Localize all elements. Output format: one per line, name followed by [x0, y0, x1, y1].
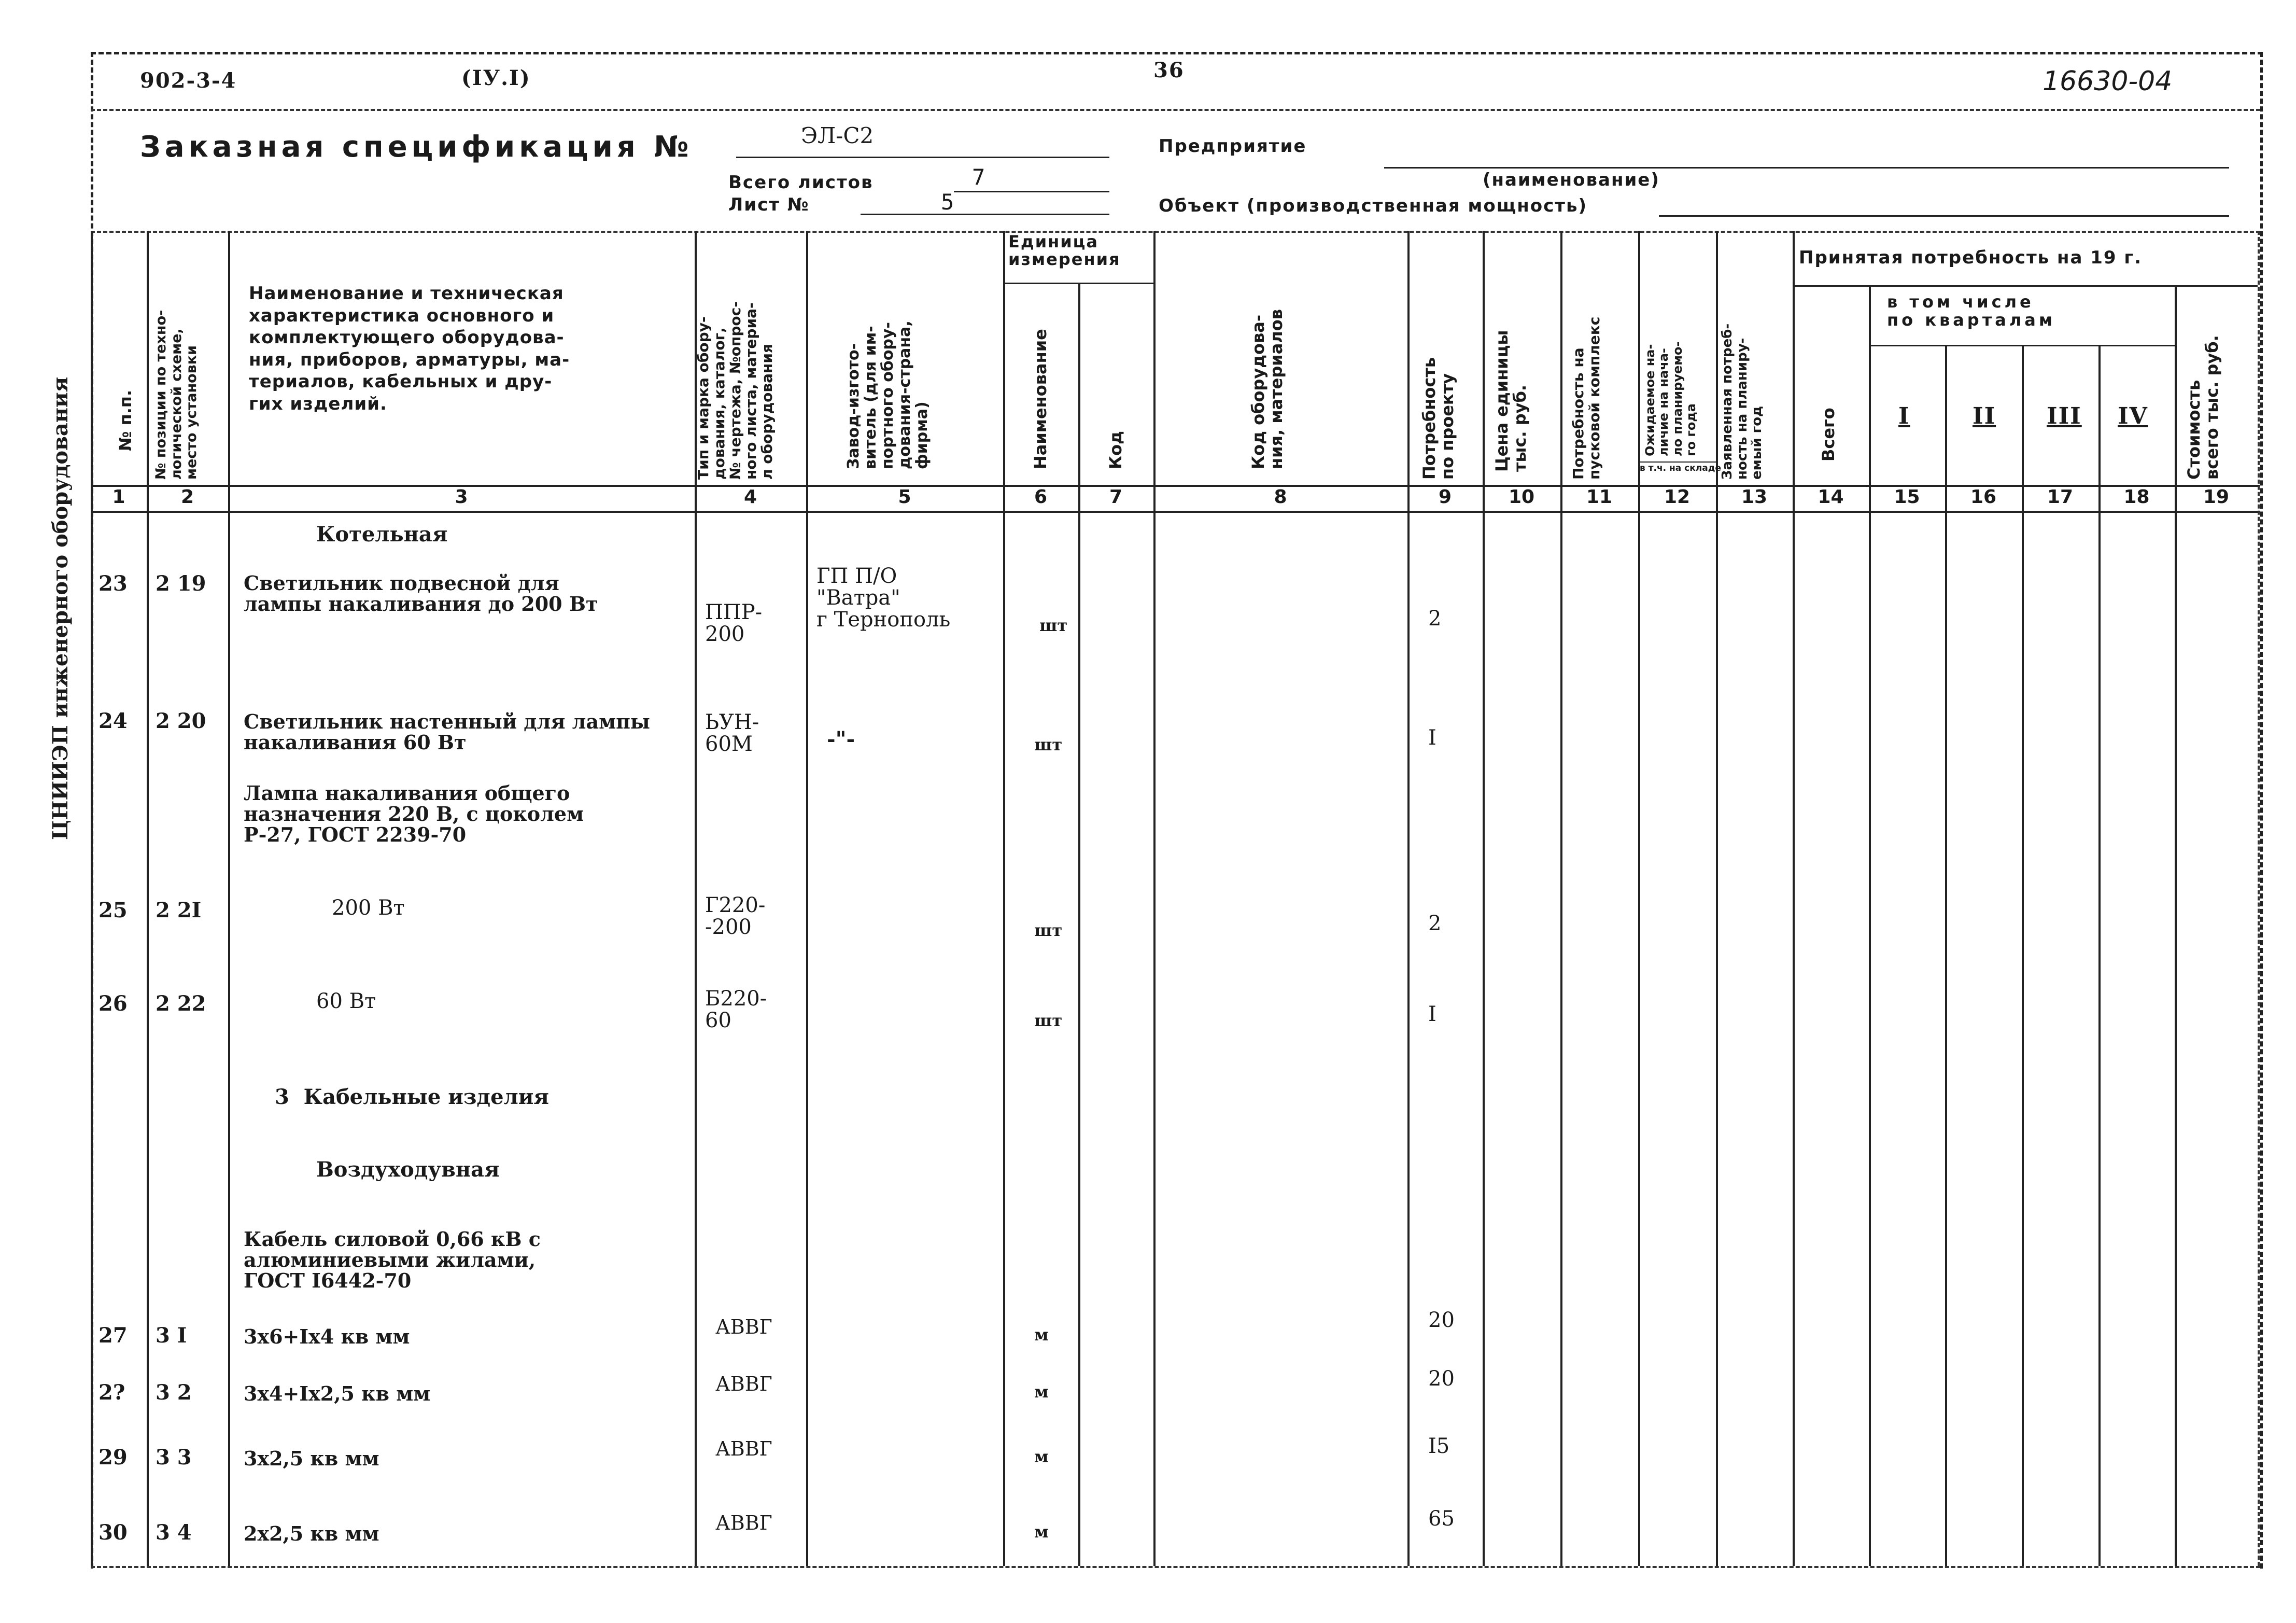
- col-number: 15: [1894, 486, 1920, 508]
- row-number: 27: [98, 1323, 128, 1348]
- row-qty: I: [1428, 1002, 1436, 1026]
- col-rule: [1407, 231, 1410, 1566]
- col-number: 5: [898, 486, 911, 508]
- row-name: 3х6+Iх4 кв мм: [244, 1325, 410, 1348]
- col-rule: [1793, 231, 1795, 1566]
- col-number: 12: [1664, 486, 1691, 508]
- row-name: 2х2,5 кв мм: [244, 1522, 379, 1545]
- row-qty: I5: [1428, 1434, 1450, 1458]
- side-organization-label: ЦНИИЭП инженерного оборудования: [48, 376, 73, 840]
- row-type: Б220- 60: [705, 987, 767, 1032]
- rule: [91, 511, 2260, 513]
- document-number: 16630-04: [2043, 66, 2173, 97]
- row-maker: -"-: [827, 727, 855, 751]
- row-name: Светильник настенный для лампы накаливания 60 Вт: [244, 710, 650, 754]
- rule: [1869, 345, 2175, 346]
- col-number: 7: [1109, 486, 1123, 508]
- header-total: Всего: [1819, 408, 1838, 461]
- row-position: 2 22: [156, 991, 206, 1016]
- row-unit: м: [1034, 1447, 1049, 1466]
- col-rule: [228, 231, 230, 1566]
- col-number: 16: [1970, 486, 1997, 508]
- row-number: 24: [98, 709, 128, 733]
- sheet-number: 5: [941, 189, 954, 215]
- row-type: Г220- -200: [705, 893, 766, 939]
- col-rule: [1153, 231, 1156, 1566]
- col-rule: [1869, 285, 1871, 1566]
- row-type: ППР- 200: [705, 600, 763, 646]
- section-heading: 3 Кабельные изделия: [275, 1085, 549, 1109]
- row-name: 200 Вт: [332, 896, 405, 920]
- col-rule: [1003, 231, 1005, 1566]
- section-heading: Котельная: [316, 522, 448, 547]
- enterprise-label: Предприятие: [1159, 136, 1307, 157]
- row-unit: шт: [1034, 1011, 1063, 1030]
- row-unit: шт: [1034, 920, 1063, 940]
- row-unit: шт: [1034, 735, 1063, 754]
- header-unit-price: Цена единицы тыс. руб.: [1492, 330, 1530, 472]
- col-number: 14: [1818, 486, 1844, 508]
- header-position: № позиции по техно- логической схеме, место установки: [153, 310, 200, 480]
- col-number: 6: [1034, 486, 1048, 508]
- enterprise-name-caption: (наименование): [1483, 170, 1660, 190]
- col-number: 4: [743, 486, 757, 508]
- row-type: АВВГ: [715, 1316, 772, 1338]
- row-unit: м: [1034, 1325, 1049, 1345]
- group-description: Лампа накаливания общего назначения 220 В, с цоколем Р-27, ГОСТ 2239-70: [244, 781, 584, 846]
- header-maker: Завод-изгото- витель (для им- портного обору- дования-страна, фирма): [844, 320, 931, 469]
- sheet-label: Лист №: [728, 194, 810, 215]
- col-rule: [147, 231, 149, 1566]
- rule: [1384, 167, 2229, 169]
- header-startup-need: Потребность на пусковой комплекс: [1570, 316, 1603, 480]
- row-qty: 20: [1428, 1308, 1455, 1332]
- row-maker: ГП П/О "Ватра" г Тернополь: [816, 564, 951, 632]
- row-unit: шт: [1039, 615, 1068, 635]
- object-label: Объект (производственная мощность): [1159, 195, 1588, 216]
- row-name: 60 Вт: [316, 989, 376, 1013]
- col-number: 1: [112, 486, 125, 508]
- row-position: 3 3: [156, 1445, 192, 1470]
- header-q1: I: [1898, 403, 1910, 429]
- header-cost: Стоимость всего тыс. руб.: [2184, 335, 2222, 480]
- group-description: Кабель силовой 0,66 кВ с алюминиевыми жилами, ГОСТ I6442-70: [244, 1227, 541, 1292]
- col-rule: [1638, 231, 1640, 1566]
- rule: [736, 157, 1109, 158]
- row-qty: 2: [1428, 912, 1442, 935]
- rule: [1659, 215, 2229, 217]
- header-unit-group: Единица измерения: [1008, 232, 1121, 269]
- col-rule: [1560, 231, 1562, 1566]
- row-type: АВВГ: [715, 1373, 772, 1395]
- spec-title: Заказная спецификация №: [140, 130, 693, 164]
- header-in-stock: в т.ч. на складе: [1640, 463, 1721, 473]
- row-name: Светильник подвесной для лампы накаливания до 200 Вт: [244, 571, 598, 615]
- header-item-number: № п.п.: [116, 389, 135, 451]
- col-number: 17: [2047, 486, 2074, 508]
- col-rule: [91, 231, 93, 1566]
- header-name: Наименование и техническая характеристика основного и комплектующего оборудова- ния, приборов, арматуры, ма- териалов, кабельных и дру- гих изделий.: [249, 283, 570, 414]
- header-q3: III: [2047, 403, 2082, 429]
- col-rule: [2098, 345, 2101, 1566]
- header-declared: Заявленная потреб- ность на планиру- емый год: [1720, 323, 1765, 480]
- col-rule: [1716, 231, 1718, 1566]
- col-number: 8: [1274, 486, 1287, 508]
- row-number: 30: [98, 1520, 128, 1545]
- header-q2: II: [1973, 403, 1996, 429]
- rule: [1638, 461, 1716, 463]
- header-unit-code: Код: [1106, 431, 1125, 469]
- rule: [954, 191, 1109, 192]
- row-name: 3х2,5 кв мм: [244, 1447, 379, 1470]
- row-name: 3х4+Iх2,5 кв мм: [244, 1382, 431, 1405]
- col-number: 13: [1741, 486, 1768, 508]
- rule: [1003, 283, 1153, 284]
- row-number: 26: [98, 991, 128, 1016]
- col-rule: [1483, 231, 1485, 1566]
- row-type: АВВГ: [715, 1437, 772, 1460]
- col-number: 9: [1438, 486, 1452, 508]
- row-position: 3 I: [156, 1323, 187, 1348]
- row-type: АВВГ: [715, 1512, 772, 1534]
- header-project-need: Потребность по проекту: [1419, 357, 1458, 480]
- col-rule: [2258, 231, 2260, 1566]
- header-expected: Ожидаемое на- личие на нача- ло планируемо- го года: [1643, 341, 1699, 456]
- row-number: 23: [98, 571, 128, 596]
- row-position: 2 20: [156, 709, 206, 733]
- rule: [861, 214, 1109, 215]
- row-number: 2?: [98, 1380, 125, 1405]
- section-heading: Воздуходувная: [316, 1157, 500, 1182]
- col-rule: [2022, 345, 2024, 1566]
- album-number: (IУ.I): [461, 66, 531, 90]
- col-number: 11: [1586, 486, 1613, 508]
- row-qty: I: [1428, 726, 1436, 750]
- row-type: ЬУН- 60М: [705, 710, 759, 756]
- col-rule: [2175, 285, 2177, 1566]
- rule: [91, 109, 2260, 111]
- col-number: 10: [1508, 486, 1535, 508]
- rule: [91, 1566, 2260, 1568]
- row-qty: 65: [1428, 1507, 1455, 1531]
- row-unit: м: [1034, 1382, 1049, 1402]
- sheets-total-label: Всего листов: [728, 172, 874, 193]
- row-qty: 20: [1428, 1367, 1455, 1391]
- header-unit-name: Наименование: [1031, 329, 1050, 469]
- row-number: 25: [98, 898, 128, 922]
- header-q4: IV: [2118, 403, 2148, 429]
- col-rule: [1945, 345, 1947, 1566]
- sheets-total: 7: [972, 164, 985, 190]
- row-unit: м: [1034, 1522, 1049, 1542]
- col-number: 18: [2123, 486, 2150, 508]
- col-rule: [1078, 283, 1080, 1566]
- rule: [91, 231, 2260, 233]
- doc-code: 902-3-4: [140, 68, 237, 93]
- row-number: 29: [98, 1445, 128, 1470]
- header-quarters: в том числе по кварталам: [1887, 292, 2056, 330]
- header-accepted-group: Принятая потребность на 19 г.: [1799, 247, 2143, 268]
- row-position: 2 2I: [156, 898, 202, 922]
- row-position: 2 19: [156, 571, 206, 596]
- row-qty: 2: [1428, 607, 1442, 631]
- row-position: 3 4: [156, 1520, 192, 1545]
- col-number: 2: [180, 486, 194, 508]
- page-number: 36: [1153, 58, 1185, 82]
- col-rule: [806, 231, 808, 1566]
- rule: [1793, 285, 2258, 287]
- header-type: Тип и марка обору- дования, каталог, № чертежа, №опрос- ного листа, материа- л оборудования: [695, 301, 776, 480]
- col-number: 19: [2203, 486, 2230, 508]
- header-equipment-code: Код оборудова- ния, материалов: [1248, 309, 1287, 469]
- row-position: 3 2: [156, 1380, 192, 1405]
- col-number: 3: [455, 486, 468, 508]
- spec-number: ЭЛ-С2: [801, 123, 874, 148]
